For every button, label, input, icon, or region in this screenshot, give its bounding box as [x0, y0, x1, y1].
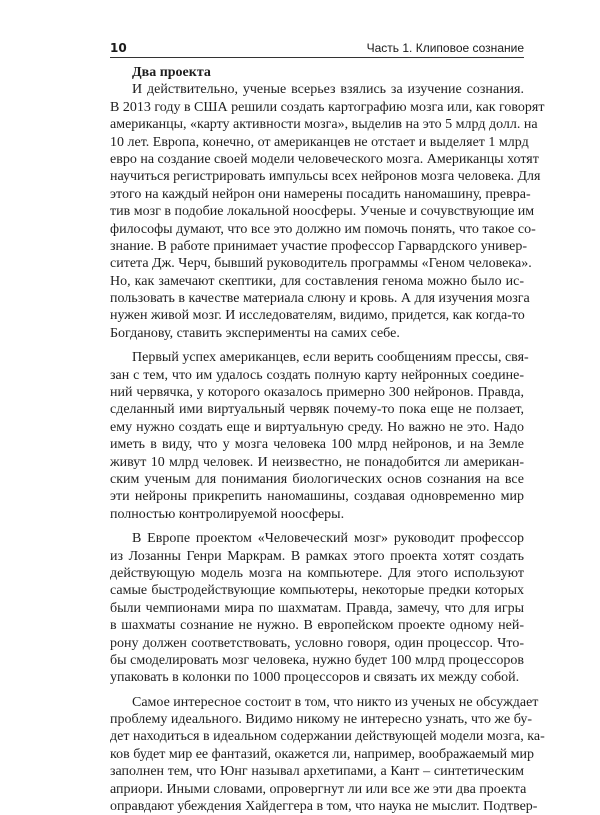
text-line: Первый успех американцев, если верить сообщениям прессы, свя- [132, 350, 529, 366]
text-line: философы думают, что все это должно им помочь понять, что такое со- [110, 221, 536, 237]
text-line: этого на каждый нейрон они намерены посадить наномашину, превра- [110, 186, 531, 202]
text-line: заполнен тем, что Юнг называл архетипами, а Кант – синтетическим [110, 764, 524, 780]
text-line: Самое интересное состоит в том, что никто из ученых не обсуждает [132, 694, 539, 710]
text-line: В Европе проектом «Человеческий мозг» руководит профессор [132, 531, 524, 547]
text-line: бы смоделировать мозг человека, нужно будет 100 млрд процессоров [110, 652, 524, 668]
text-line: в шахматы сознание не нужно. В европейском проекте одному ней- [110, 618, 524, 634]
text-line: ским ученым для понимания биологических основ сознания на все [110, 471, 524, 487]
text-line: евро на создание своей модели человеческого мозга. Американцы хотят [110, 151, 539, 167]
text-line: были чемпионами мира по шахматам. Правда, замечу, что для игры [110, 600, 524, 616]
text-line: Но, как замечают скептики, для составления генома можно было ис- [110, 273, 524, 289]
text-line: американцы, «карту активности мозга», выделив на это 5 млрд долл. на [110, 117, 538, 133]
text-line: живут 10 млрд человек. И неизвестно, не понадобится ли американ- [110, 454, 524, 470]
text-line: проблему идеального. Видимо никому не интересно узнать, что же бу- [110, 712, 532, 728]
text-line: И действительно, ученые всерьез взялись за изучение сознания. [132, 82, 524, 98]
text-line: пользовать в качестве материала слюну и кровь. А для изучения мозга [110, 291, 530, 307]
text-line: действующую модель мозга на компьютере. Для этого используют [110, 565, 524, 581]
text-line: Богданову, ставить эксперименты на самих себе. [110, 325, 400, 341]
paragraphs [110, 81, 545, 815]
paragraph-gap [110, 523, 524, 530]
text-line: эти нейроны прикрепить наномашины, создавая одновременно мир [110, 489, 524, 505]
text-line: ний червячка, у которого оказалось примерно 300 нейронов. Правда, [110, 385, 524, 401]
paragraph [110, 694, 545, 815]
body-text [110, 64, 545, 815]
text-line: зан с тем, что им удалось создать полную карту нейронных соедине- [110, 367, 524, 383]
section-title: Два проекта [132, 65, 211, 80]
text-line: нужен живой мозг. И исследователям, видимо, придется, как когда-то [110, 308, 525, 324]
text-line: из Лозанны Генри Маркрам. В рамках этого проекта хотят создать [110, 548, 524, 564]
paragraph-gap [110, 342, 524, 349]
text-line: 10 лет. Европа, конечно, от американцев не отстает и выделяет 1 млрд [110, 134, 529, 150]
paragraph-gap [110, 687, 524, 694]
header-rule [110, 57, 524, 58]
paragraph [110, 81, 545, 342]
text-line: априори. Иными словами, опровергнут ли или все же эти два проекта [110, 781, 527, 797]
text-line: знание. В работе принимает участие профессор Гарвардского универ- [110, 238, 528, 254]
text-line: ему нужно создать еще и виртуальную среду. Но важно не это. Надо [110, 419, 524, 435]
text-line: В 2013 году в США решили создать картографию мозга или, как говорят [110, 99, 545, 115]
text-line: упаковать в колонки по 1000 процессоров и связать их между собой. [110, 670, 520, 686]
text-line: иметь в виду, что у мозга человека 100 млрд нейронов, и на Земле [110, 437, 524, 453]
text-line: оправдают убеждения Хайдеггера в том, что наука не мыслит. Подтвер- [110, 799, 538, 815]
text-line: ков будет мир ее фантазий, окажется ли, например, воображаемый мир [110, 746, 535, 762]
text-line: полностью контролируемой ноосферы. [110, 506, 345, 522]
running-head [110, 40, 524, 57]
text-line: рону должен соответствовать, условно говоря, один процессор. Что- [110, 635, 524, 651]
chapter-title: Часть 1. Клиповое сознание [366, 41, 524, 55]
text-line: ситета Дж. Черч, бывший руководитель программы «Геном человека». [110, 256, 532, 272]
paragraph [110, 349, 529, 523]
text-line: сделанный ими виртуальный червяк почему-то пока еще не ползает, [110, 402, 524, 418]
text-line: самые быстродействующие компьютеры, некоторые предки которых [110, 583, 524, 599]
paragraph [110, 530, 524, 687]
text-line: научиться регистрировать импульсы всех нейронов мозга человека. Для [110, 169, 541, 185]
text-line: тив мозг в подобие локальной ноосферы. Ученые и сочувствующие им [110, 204, 535, 220]
page-number: 10 [110, 41, 127, 55]
text-line: дет находиться в идеальном содержании действующей модели мозга, ка- [110, 729, 545, 745]
